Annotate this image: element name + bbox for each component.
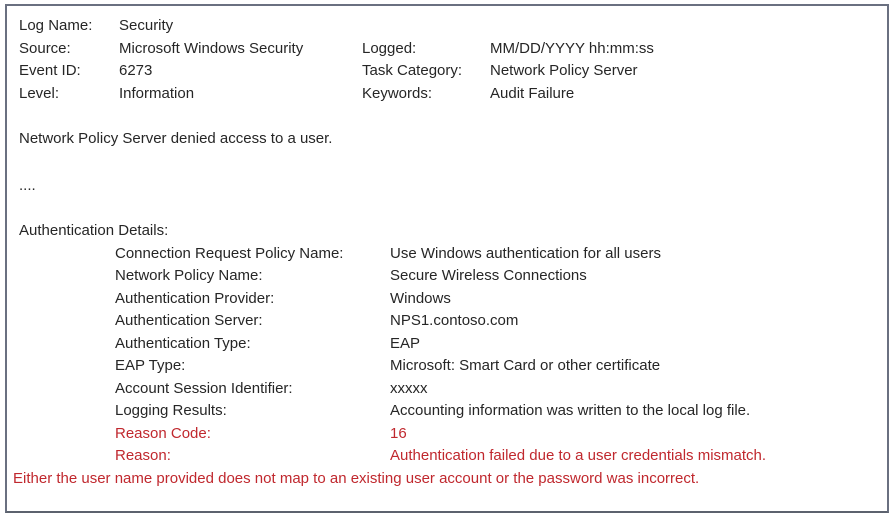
logged-value: MM/DD/YYYY hh:mm:ss (490, 39, 654, 57)
header-spacer (362, 15, 490, 38)
task-category-label: Task Category: (362, 62, 463, 79)
eap-type-label: EAP Type: (115, 357, 186, 374)
event-id-label: Event ID: (19, 62, 81, 79)
auth-detail-row-reason-code (19, 423, 875, 446)
header-spacer (490, 15, 875, 38)
auth-detail-row (19, 333, 875, 356)
auth-detail-row-reason (19, 445, 875, 468)
logged-label: Logged: (362, 39, 417, 57)
account-session-id-value: xxxxx (390, 379, 428, 397)
connection-request-policy-value: Use Windows authentication for all users (390, 244, 661, 262)
level-value: Information (119, 84, 195, 102)
auth-type-label: Authentication Type: (115, 334, 251, 352)
keywords-label: Keywords: (362, 84, 433, 102)
auth-detail-row (19, 378, 875, 401)
account-session-id-label: Account Session Identifier: (115, 379, 293, 397)
auth-detail-row (19, 243, 875, 266)
network-policy-name-value: Secure Wireless Connections (390, 267, 587, 284)
credentials-mismatch-note: Either the user name provided does not map to an existing user account or the password was incorrect. (13, 469, 700, 487)
source-value: Microsoft Windows Security (119, 39, 304, 57)
eap-type-value: Microsoft: Smart Card or other certificate (390, 357, 661, 374)
reason-value: Authentication failed due to a user credentials mismatch. (390, 447, 767, 464)
reason-code-value: 16 (390, 424, 407, 442)
auth-detail-row (19, 288, 875, 311)
network-policy-name-label: Network Policy Name: (115, 267, 263, 284)
source-label: Source: (19, 39, 71, 57)
auth-provider-label: Authentication Provider: (115, 289, 275, 307)
event-log-panel (5, 4, 889, 513)
level-label: Level: (19, 84, 60, 102)
event-id-value: 6273 (119, 62, 153, 79)
connection-request-policy-label: Connection Request Policy Name: (115, 244, 344, 262)
auth-server-label: Authentication Server: (115, 312, 263, 329)
keywords-value: Audit Failure (490, 84, 575, 102)
auth-server-value: NPS1.contoso.com (390, 312, 519, 329)
task-category-value: Network Policy Server (490, 62, 638, 79)
reason-code-label: Reason Code: (115, 424, 211, 442)
event-log-content (7, 6, 887, 490)
event-header (19, 15, 875, 105)
auth-provider-value: Windows (390, 289, 451, 307)
log-name-label: Log Name: (19, 17, 93, 34)
auth-detail-row (19, 265, 875, 288)
reason-label: Reason: (115, 447, 171, 464)
auth-details-heading: Authentication Details: (19, 222, 169, 239)
logging-results-value: Accounting information was written to the local log file. (390, 402, 751, 419)
logging-results-label: Logging Results: (115, 402, 227, 419)
auth-detail-row (19, 400, 875, 423)
ellipsis-text: .... (19, 176, 36, 194)
auth-type-value: EAP (390, 334, 421, 352)
log-name-value: Security (119, 17, 174, 34)
auth-detail-row (19, 310, 875, 333)
event-description: Network Policy Server denied access to a user. (19, 130, 333, 147)
auth-detail-row (19, 355, 875, 378)
